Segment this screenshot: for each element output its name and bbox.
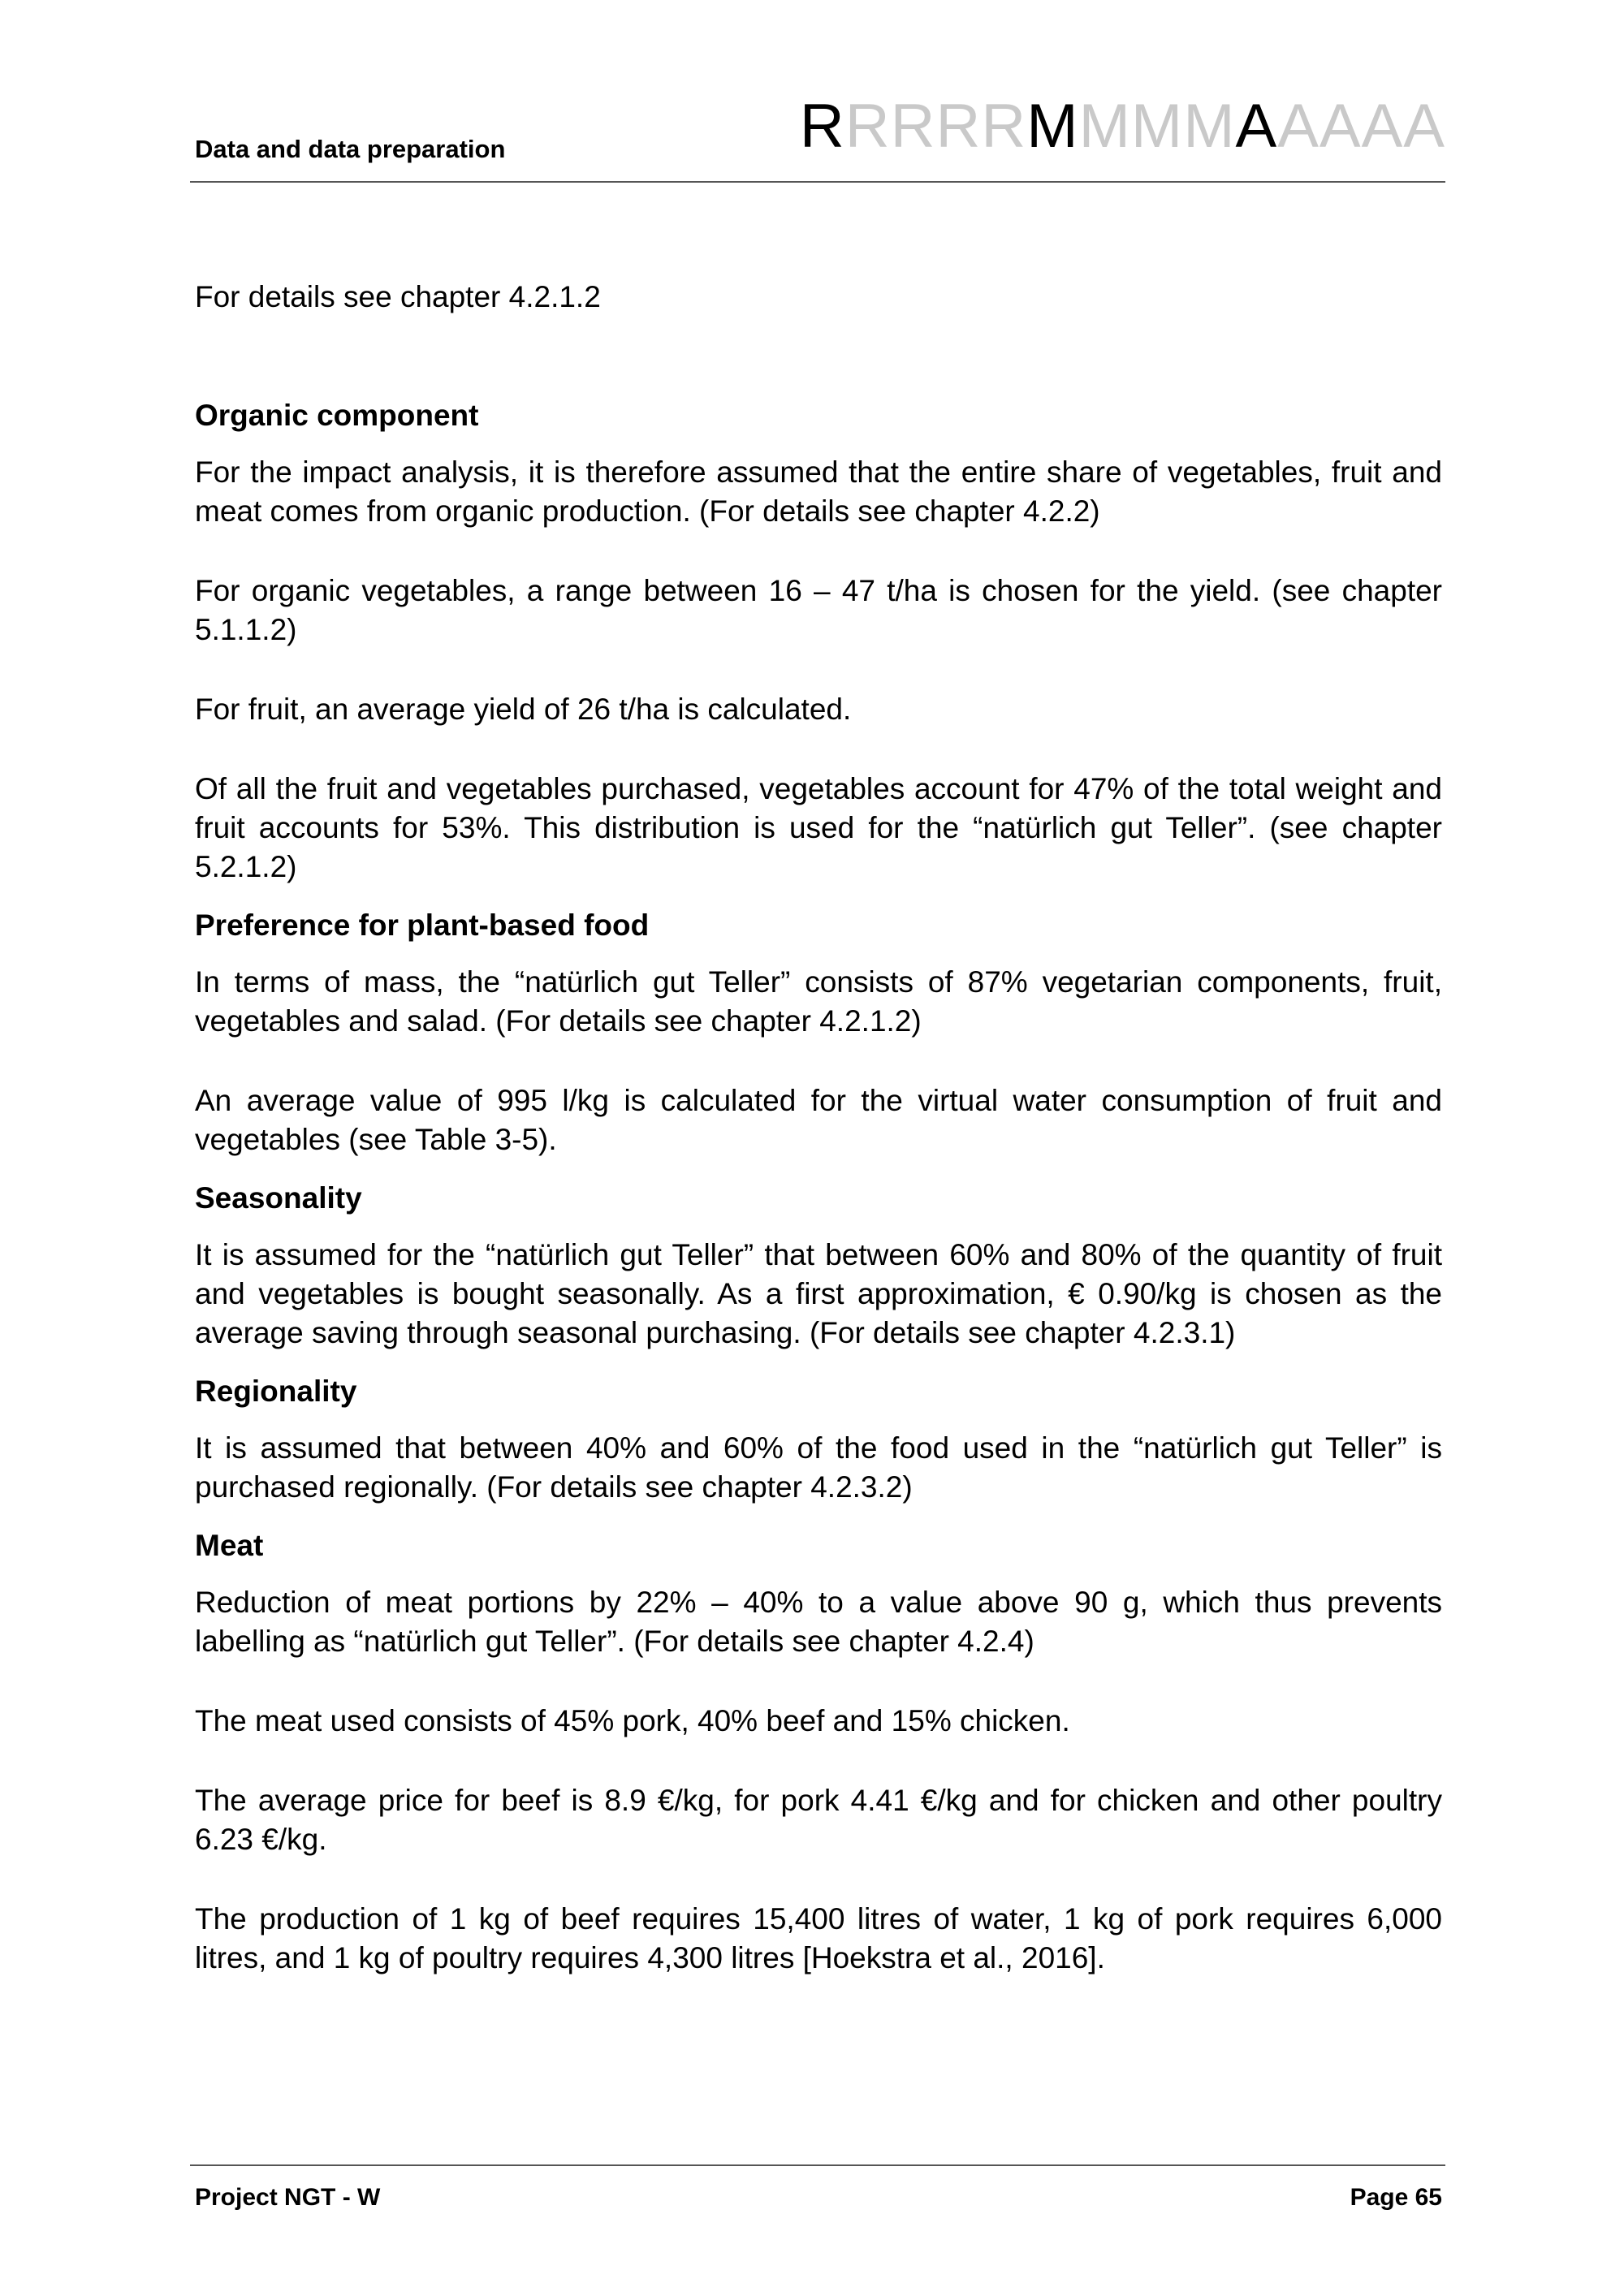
- heading-plant-based: Preference for plant-based food: [195, 908, 650, 942]
- paragraph-organic-1: For the impact analysis, it is therefore assumed that the entire share of vegetables, fruit and meat comes from organic production. (For details see chapter 4.2.2): [195, 455, 1442, 528]
- heading-meat: Meat: [195, 1529, 264, 1562]
- page-header: [190, 81, 1445, 183]
- logo: RRRRRMMMMAAAAA: [799, 92, 1445, 161]
- paragraph-meat-2: The meat used consists of 45% pork, 40% beef and 15% chicken.: [195, 1704, 1070, 1737]
- footer-project: Project NGT - W: [195, 2184, 381, 2211]
- paragraph-organic-2: For organic vegetables, a range between 16 – 47 t/ha is chosen for the yield. (see chapter 5.1.1.2): [195, 574, 1442, 646]
- heading-organic: Organic component: [195, 399, 479, 432]
- page-footer: [190, 2164, 1445, 2211]
- paragraph-plant-2: An average value of 995 l/kg is calculated for the virtual water consumption of fruit and vegetables (see Table 3-5).: [195, 1084, 1442, 1156]
- paragraph-organic-4: Of all the fruit and vegetables purchased, vegetables account for 47% of the total weight and fruit accounts for 53%. This distribution is used for the “natürlich gut Teller”. (see chapter 5.2.1.2): [195, 772, 1442, 883]
- paragraph-regionality: It is assumed that between 40% and 60% of the food used in the “natürlich gut Teller” is purchased regionally. (For details see chapter 4.2.3.2): [195, 1431, 1442, 1504]
- paragraph-details: For details see chapter 4.2.1.2: [195, 280, 601, 313]
- heading-regionality: Regionality: [195, 1375, 357, 1408]
- paragraph-seasonality: It is assumed for the “natürlich gut Teller” that between 60% and 80% of the quantity of fruit and vegetables is bought seasonally. As a first approximation, € 0.90/kg is chosen as the average saving through seasonal purchasing. (For details see chapter 4.2.3.1): [195, 1238, 1442, 1349]
- heading-seasonality: Seasonality: [195, 1181, 362, 1215]
- paragraph-meat-3: The average price for beef is 8.9 €/kg, for pork 4.41 €/kg and for chicken and other poultry 6.23 €/kg.: [195, 1784, 1442, 1856]
- page-body: [195, 268, 1442, 1978]
- paragraph-plant-1: In terms of mass, the “natürlich gut Teller” consists of 87% vegetarian components, fruit, vegetables and salad. (For details see chapter 4.2.1.2): [195, 965, 1442, 1038]
- paragraph-organic-3: For fruit, an average yield of 26 t/ha is calculated.: [195, 693, 852, 726]
- paragraph-meat-4: The production of 1 kg of beef requires 15,400 litres of water, 1 kg of pork requires 6,000 litres, and 1 kg of poultry requires 4,300 litres [Hoekstra et al., 2016].: [195, 1902, 1442, 1974]
- paragraph-meat-1: Reduction of meat portions by 22% – 40% to a value above 90 g, which thus prevents labelling as “natürlich gut Teller”. (For details see chapter 4.2.4): [195, 1586, 1442, 1658]
- footer-page-number: Page 65: [1350, 2184, 1442, 2211]
- header-title: Data and data preparation: [195, 135, 506, 163]
